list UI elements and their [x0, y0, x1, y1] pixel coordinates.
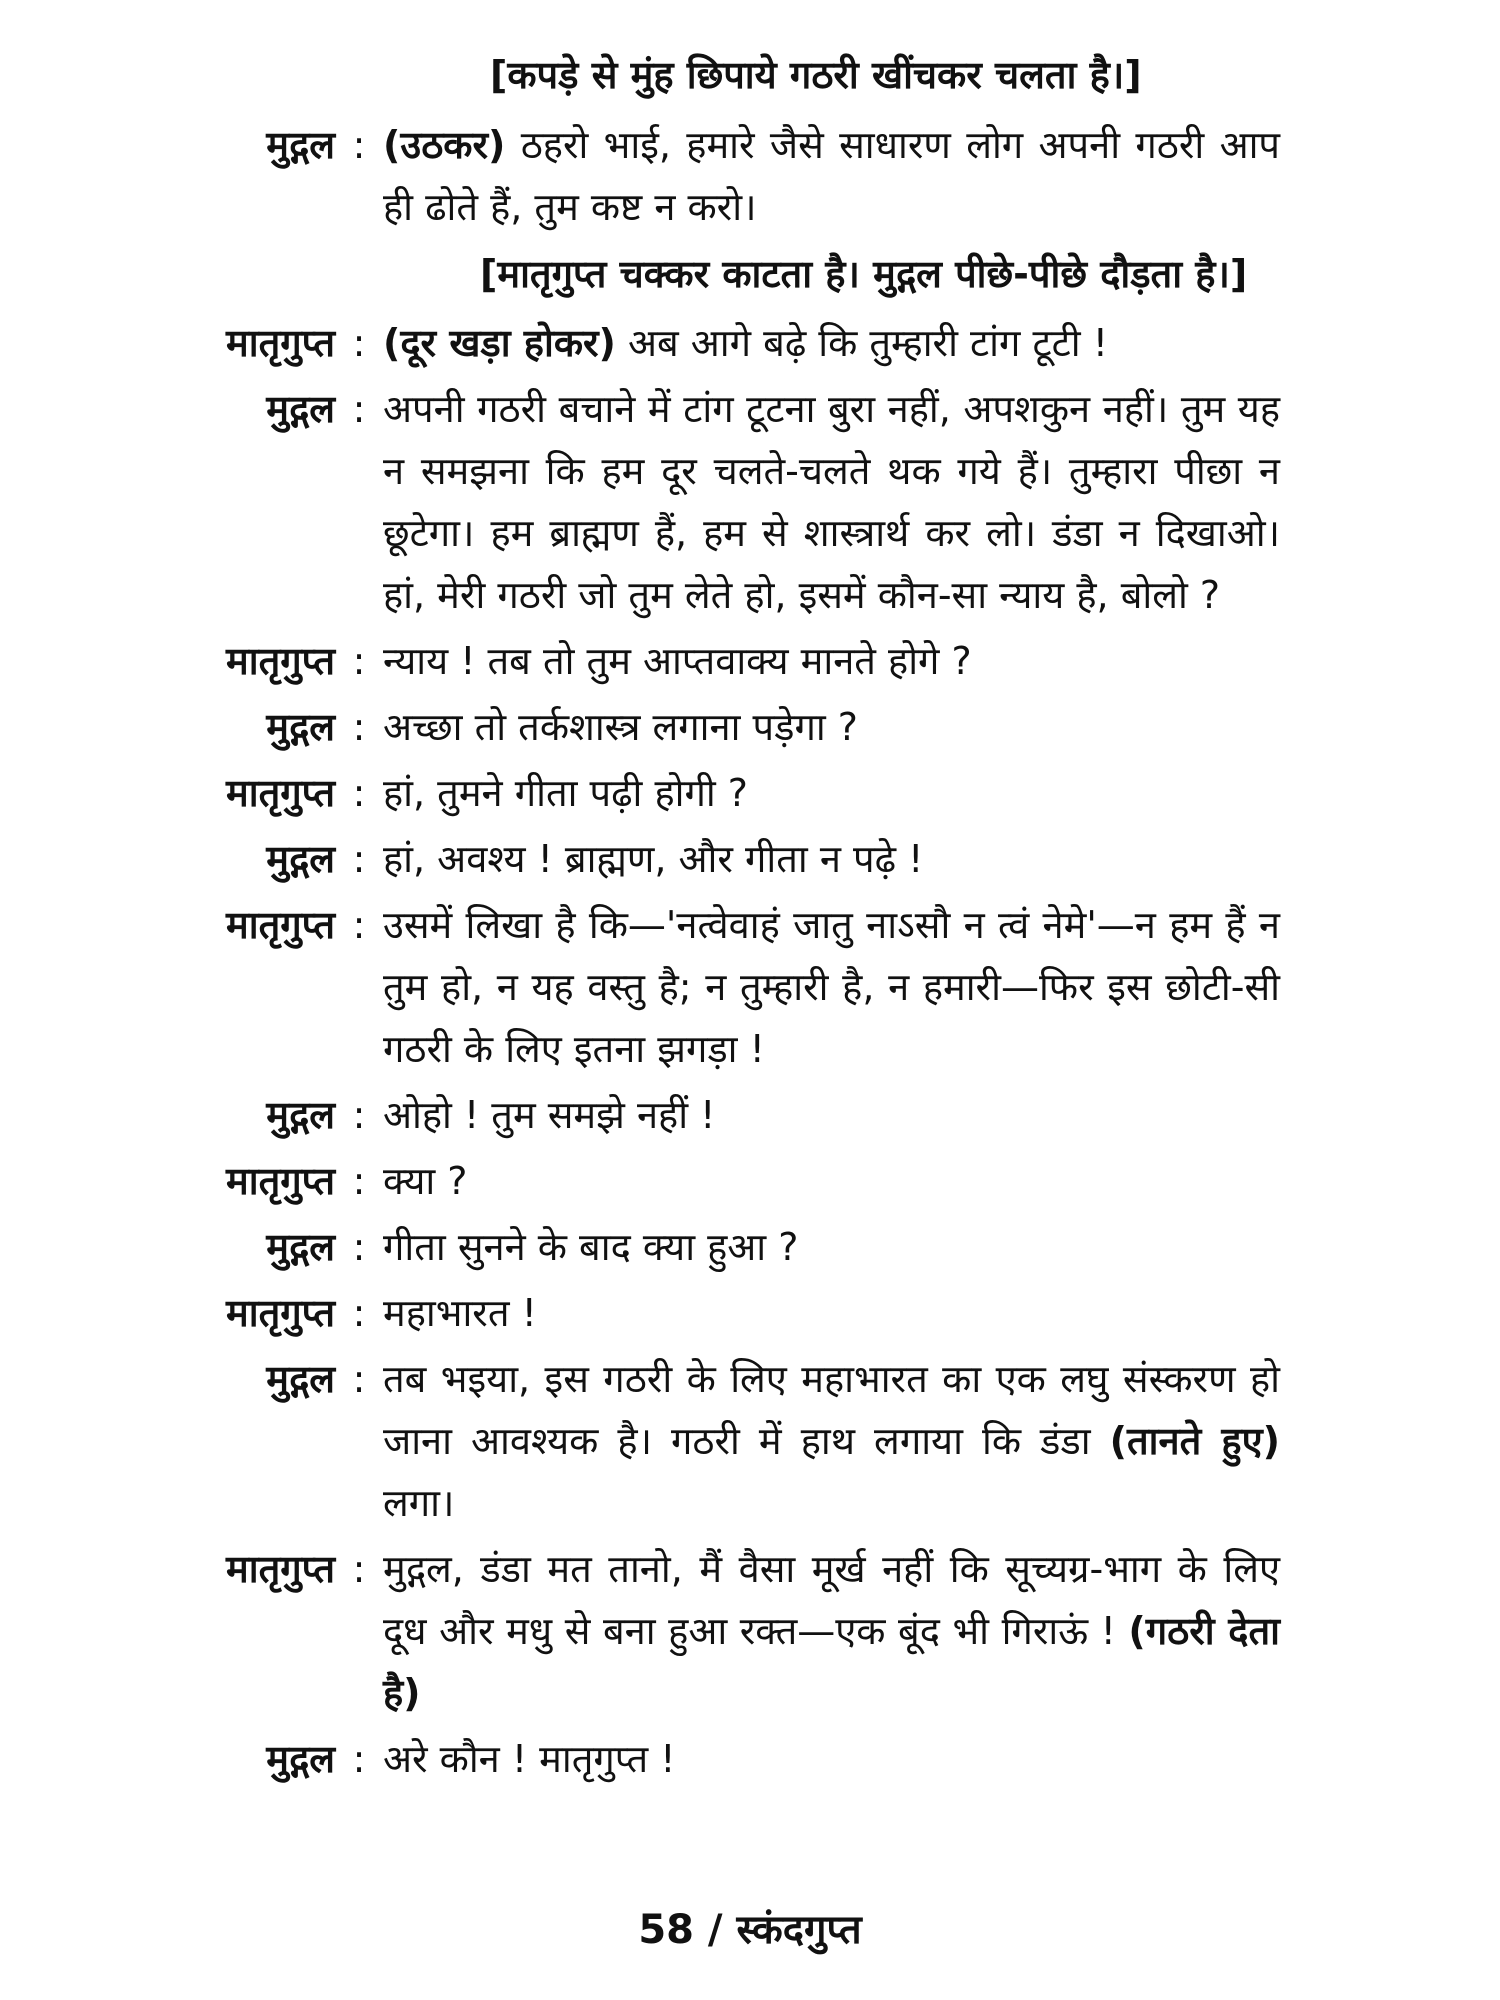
speaker-name: मुद्गल — [266, 837, 335, 881]
dialogue-span: लगा। — [383, 1481, 455, 1525]
dialogue-text: गीता सुनने के बाद क्या हुआ ? — [383, 1225, 799, 1269]
dialogue-block — [160, 42, 1280, 1794]
dialogue-span: मुद्गल, डंडा मत तानो, मैं वैसा मूर्ख नहीं कि सूच्यग्र-भाग के लिए दूध और मधु से बना हुआ रक्त—एक बूंद भी गिराऊं ! — [383, 1547, 1280, 1653]
dialogue-line — [160, 378, 1280, 626]
speaker-name: मुद्गल — [266, 1737, 335, 1781]
speaker-colon: : — [352, 123, 366, 167]
dialogue-line — [160, 312, 1280, 374]
speaker-colon: : — [352, 321, 366, 365]
dialogue-text: न्याय ! तब तो तुम आप्तवाक्य मानते होगे ? — [383, 639, 972, 683]
dialogue-line — [160, 1150, 1280, 1212]
dialogue-text: हां, अवश्य ! ब्राह्मण, और गीता न पढ़े ! — [383, 837, 924, 881]
dialogue-span: तब भइया, इस गठरी के लिए महाभारत का एक लघु संस्करण हो जाना आवश्यक है। गठरी में हाथ लगाया कि डंडा — [383, 1357, 1280, 1463]
speaker-name: मातृगुप्त — [226, 1291, 335, 1335]
dialogue-line — [160, 630, 1280, 692]
dialogue-line — [160, 696, 1280, 758]
inline-direction: (गठरी देता है) — [383, 1609, 1280, 1715]
dialogue-text — [383, 312, 1280, 374]
speaker-name: मातृगुप्त — [226, 771, 335, 815]
speaker-name: मातृगुप्त — [226, 1159, 335, 1203]
dialogue-line — [160, 1084, 1280, 1146]
dialogue-text — [383, 1348, 1280, 1534]
speaker-colon: : — [352, 1159, 366, 1203]
speaker-colon: : — [352, 771, 366, 815]
speaker-name: मुद्गल — [266, 387, 335, 431]
speaker-name: मातृगुप्त — [226, 1547, 335, 1591]
dialogue-line — [160, 1728, 1280, 1790]
dialogue-line — [160, 894, 1280, 1080]
dialogue-text: क्या ? — [383, 1159, 468, 1203]
speaker-colon: : — [352, 705, 366, 749]
dialogue-text: उसमें लिखा है कि—'नत्वेवाहं जातु नाऽसौ न त्वं नेमे'—न हम हैं न तुम हो, न यह वस्तु है; न तुम्हारी है, न हमारी—फिर इस छोटी-सी गठरी के लिए इतना झगड़ा ! — [383, 903, 1280, 1071]
dialogue-text — [383, 114, 1280, 238]
dialogue-text: हां, तुमने गीता पढ़ी होगी ? — [383, 771, 748, 815]
stage-direction: [कपड़े से मुंह छिपाये गठरी खींचकर चलता है।] — [490, 53, 1142, 97]
dialogue-line — [160, 828, 1280, 890]
speaker-colon: : — [352, 1093, 366, 1137]
speaker-name: मातृगुप्त — [226, 903, 335, 947]
speaker-colon: : — [352, 903, 366, 947]
speaker-name: मुद्गल — [266, 123, 335, 167]
speaker-colon: : — [352, 1357, 366, 1401]
dialogue-text: अरे कौन ! मातृगुप्त ! — [383, 1737, 676, 1781]
speaker-colon: : — [352, 1225, 366, 1269]
dialogue-span: ठहरो भाई, हमारे जैसे साधारण लोग अपनी गठरी आप ही ढोते हैं, तुम कष्ट न करो। — [383, 123, 1280, 229]
speaker-colon: : — [352, 1291, 366, 1335]
dialogue-line — [160, 762, 1280, 824]
page-footer: 58 / स्कंदगुप्त — [638, 1907, 862, 1953]
dialogue-line — [160, 1348, 1280, 1534]
dialogue-text: अच्छा तो तर्कशास्त्र लगाना पड़ेगा ? — [383, 705, 858, 749]
speaker-name: मुद्गल — [266, 1093, 335, 1137]
inline-direction: (तानते हुए) — [1109, 1419, 1280, 1463]
dialogue-text: अपनी गठरी बचाने में टांग टूटना बुरा नहीं, अपशकुन नहीं। तुम यह न समझना कि हम दूर चलते-चलते थक गये हैं। तुम्हारा पीछा न छूटेगा। हम ब्राह्मण हैं, हम से शास्त्रार्थ कर लो। डंडा न दिखाओ। हां, मेरी गठरी जो तुम लेते हो, इसमें कौन-सा न्याय है, बोलो ? — [383, 387, 1280, 617]
dialogue-text — [383, 1538, 1280, 1724]
speaker-name: मुद्गल — [266, 1357, 335, 1401]
speaker-colon: : — [352, 837, 366, 881]
speaker-colon: : — [352, 1737, 366, 1781]
inline-direction: (उठकर) — [383, 123, 506, 167]
dialogue-line — [160, 1216, 1280, 1278]
dialogue-text: महाभारत ! — [383, 1291, 537, 1335]
speaker-name: मातृगुप्त — [226, 321, 335, 365]
dialogue-text: ओहो ! तुम समझे नहीं ! — [383, 1093, 716, 1137]
inline-direction: (दूर खड़ा होकर) — [383, 321, 616, 365]
dialogue-span: अब आगे बढ़े कि तुम्हारी टांग टूटी ! — [615, 321, 1108, 365]
dialogue-line — [160, 1538, 1280, 1724]
stage-direction: [मातृगुप्त चक्कर काटता है। मुद्गल पीछे-पीछे दौड़ता है।] — [480, 252, 1248, 296]
speaker-colon: : — [352, 387, 366, 431]
speaker-name: मुद्गल — [266, 1225, 335, 1269]
speaker-name: मुद्गल — [266, 705, 335, 749]
dialogue-line — [160, 1282, 1280, 1344]
speaker-colon: : — [352, 639, 366, 683]
dialogue-line — [160, 114, 1280, 238]
speaker-colon: : — [352, 1547, 366, 1591]
speaker-name: मातृगुप्त — [226, 639, 335, 683]
